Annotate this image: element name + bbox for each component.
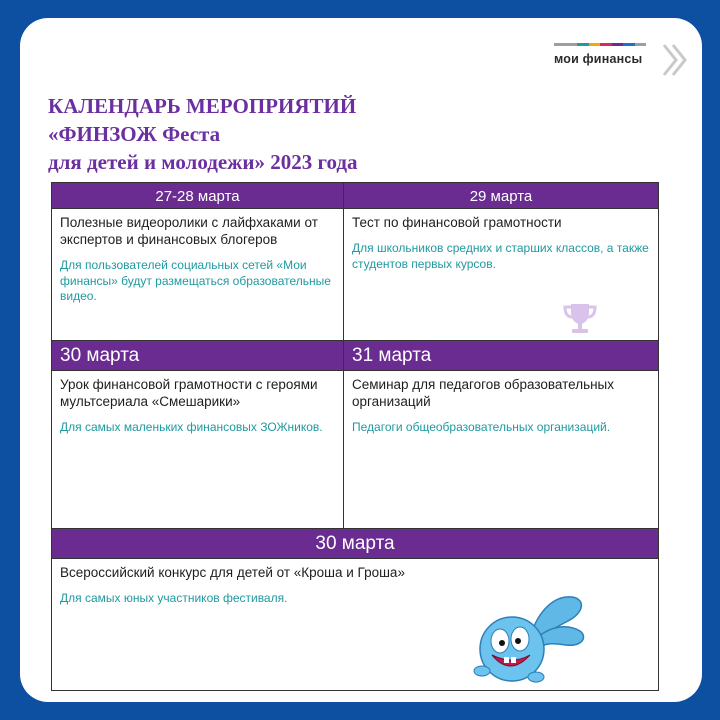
- event-text: Полезные видеоролики с лайфхаками от экспертов и финансовых блогеров: [60, 215, 318, 247]
- poster-card: [20, 18, 702, 702]
- event-27-28: [51, 182, 344, 341]
- event-note: Педагоги общеобразовательных организаций.: [352, 420, 611, 434]
- double-chevron-icon: [660, 42, 690, 78]
- event-date: 30 марта: [51, 341, 344, 371]
- title-line-2: «ФИНЗОЖ Феста: [48, 122, 221, 146]
- event-note: Для самых маленьких финансовых ЗОЖников.: [60, 420, 323, 434]
- event-note: Для пользователей социальных сетей «Мои финансы» будут размещаться образовательные видео.: [60, 258, 331, 303]
- event-cell: [51, 209, 344, 341]
- event-30-smeshariki: [51, 341, 344, 529]
- event-note: Для самых юных участников фестиваля.: [60, 591, 288, 605]
- logo-color-bar: [554, 43, 646, 46]
- table-row: [51, 341, 659, 529]
- event-cell: [344, 371, 659, 529]
- title-line-3: для детей и молодежи» 2023 года: [48, 150, 358, 174]
- event-date: 29 марта: [344, 182, 659, 209]
- moi-finansy-logo: [554, 43, 654, 66]
- logo-text: мои финансы: [554, 52, 643, 66]
- event-date: 30 марта: [51, 529, 659, 559]
- event-30-krosh: [51, 529, 659, 691]
- event-cell: [51, 371, 344, 529]
- event-text: Всероссийский конкурс для детей от «Кроша и Гроша»: [60, 565, 405, 580]
- title-line-1: КАЛЕНДАРЬ МЕРОПРИЯТИЙ: [48, 94, 357, 118]
- table-row: [51, 182, 659, 341]
- event-cell: [344, 209, 659, 341]
- event-date: 31 марта: [344, 341, 659, 371]
- event-date: 27-28 марта: [51, 182, 344, 209]
- events-table: [51, 182, 659, 691]
- event-cell: [51, 559, 659, 691]
- event-29: [344, 182, 659, 341]
- event-31: [344, 341, 659, 529]
- event-note: Для школьников средних и старших классов, а также студентов первых курсов.: [352, 241, 649, 271]
- event-text: Семинар для педагогов образовательных организаций: [352, 377, 615, 409]
- trophy-icon: [560, 301, 600, 335]
- page-title: [48, 92, 468, 176]
- event-text: Урок финансовой грамотности с героями мультсериала «Смешарики»: [60, 377, 318, 409]
- event-text: Тест по финансовой грамотности: [352, 215, 562, 230]
- krosh-character-icon: [462, 591, 592, 687]
